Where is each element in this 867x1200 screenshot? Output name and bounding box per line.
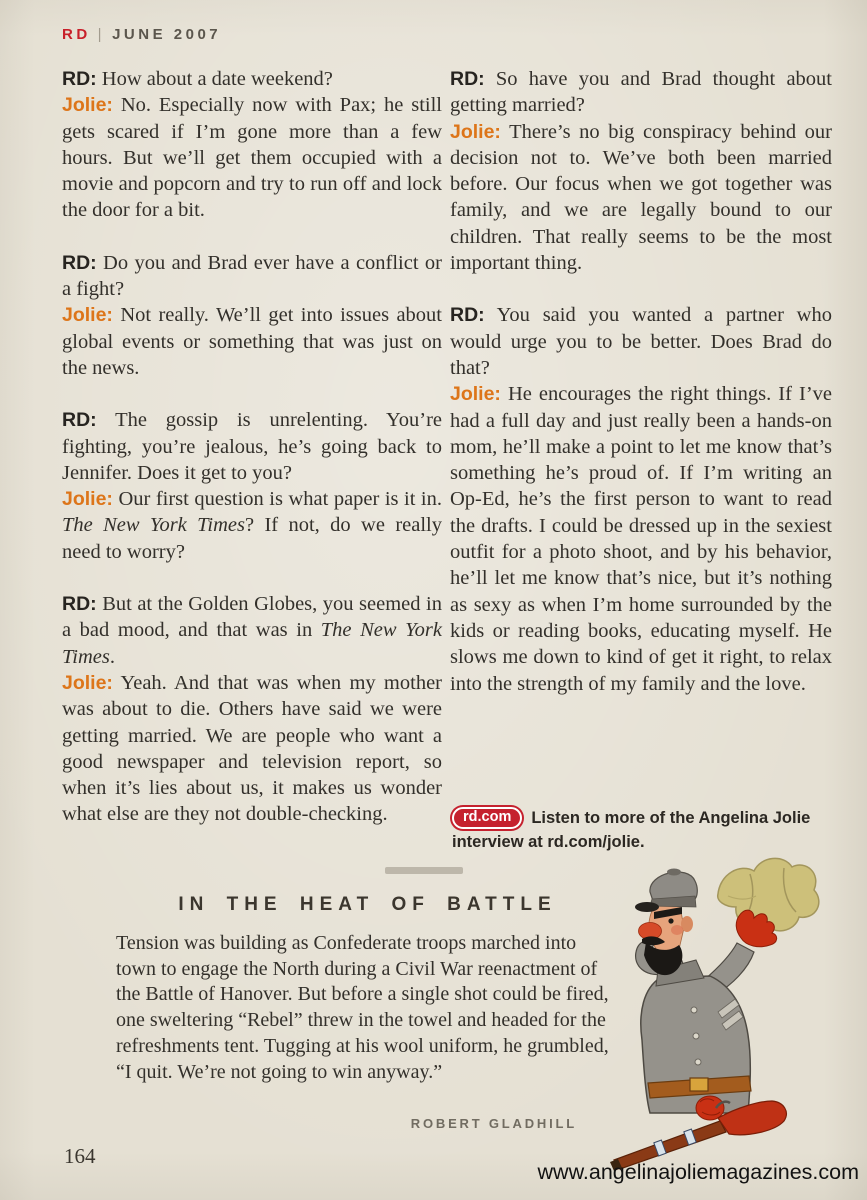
interview-left-column bbox=[62, 66, 442, 854]
answer-text: ? If not, do we really need to worry? bbox=[62, 514, 442, 563]
question bbox=[450, 302, 832, 381]
question bbox=[62, 407, 442, 486]
answer bbox=[62, 92, 442, 223]
question-italic: The New York Times bbox=[62, 619, 442, 668]
qa-block bbox=[450, 302, 832, 696]
question bbox=[450, 66, 832, 119]
question-label: RD: bbox=[62, 593, 97, 616]
question-text: . bbox=[109, 645, 115, 668]
answer bbox=[450, 119, 832, 277]
answer-label: Jolie: bbox=[450, 120, 501, 143]
qa-block bbox=[450, 66, 832, 276]
confederate-soldier-illustration bbox=[598, 850, 862, 1172]
question-text: The gossip is unrelenting. You’re fighting, you’re jealous, he’s going back to Jennifer. Does it get to you? bbox=[62, 409, 442, 484]
answer-text: There’s no big conspiracy behind our decision not to. We’ve both been married before. Our focus when we got together was family, and we are legally bound to our children. That really seems to be the most important thing. bbox=[450, 120, 832, 275]
answer-label: Jolie: bbox=[62, 488, 113, 511]
question bbox=[62, 591, 442, 670]
answer-label: Jolie: bbox=[62, 94, 113, 117]
qa-block bbox=[62, 407, 442, 565]
answer-text: He encourages the right things. If I’ve had a full day and just really been a hands-on mom, he’ll make a point to let me know that’s something he’s proud of. If I’m writing an Op-Ed, he’s the first person to want to read the drafts. I could be dressed up in the sexiest outfit for a photo shoot, and by his behavior, he’ll let me know that’s nice, but it’s nothing as sexy as when I’m home surrounded by the kids or reading books, educating myself. He slows me down to kind of get it right, to relax into the strength of my family and the love. bbox=[450, 383, 832, 695]
towel-graphic bbox=[718, 858, 819, 930]
answer bbox=[450, 381, 832, 697]
question-label: RD: bbox=[450, 68, 485, 90]
battle-body-text: Tension was building as Confederate troops marched into town to engage the North during a Civil War reenactment of the Battle of Hanover. But before a single shot could be fired, one sweltering “Rebel” threw in the towel and headed for the refreshments tent. Tugging at his wool uniform, he grumbled, “I quit. We’re not going to win anyway.” bbox=[116, 932, 609, 1083]
issue-date: JUNE 2007 bbox=[112, 26, 222, 43]
qa-block bbox=[62, 250, 442, 381]
qa-block bbox=[62, 66, 442, 224]
question bbox=[62, 66, 442, 92]
page-number: 164 bbox=[64, 1144, 96, 1168]
interview-right-column bbox=[450, 66, 832, 723]
answer-label: Jolie: bbox=[62, 671, 113, 694]
qa-block bbox=[62, 591, 442, 828]
rdcom-callout bbox=[452, 807, 834, 854]
header-separator: | bbox=[97, 26, 106, 43]
question-text: So have you and Brad thought about getting married? bbox=[450, 68, 832, 117]
answer bbox=[62, 486, 442, 565]
battle-section-title: IN THE HEAT OF BATTLE bbox=[178, 894, 557, 915]
page-header bbox=[62, 26, 221, 43]
question-text: Do you and Brad ever have a conflict or a fight? bbox=[62, 251, 442, 301]
question-label: RD: bbox=[62, 68, 97, 90]
question-label: RD: bbox=[62, 409, 97, 432]
question-text: But at the Golden Globes, you seemed in a bad mood, and that was in bbox=[62, 593, 442, 642]
watermark-url: www.angelinajoliemagazines.com bbox=[537, 1160, 859, 1184]
answer-italic: The New York Times bbox=[62, 514, 245, 537]
question bbox=[62, 250, 442, 303]
answer-text: Our first question is what paper is it in. bbox=[112, 488, 442, 511]
answer-label: Jolie: bbox=[450, 383, 501, 406]
rdcom-badge: rd.com bbox=[452, 807, 522, 829]
battle-author: ROBERT GLADHILL bbox=[410, 1116, 577, 1131]
answer bbox=[62, 670, 442, 828]
answer-label: Jolie: bbox=[62, 304, 113, 327]
question-label: RD: bbox=[62, 251, 97, 274]
callout-text: Listen to more of the Angelina Jolie interview at rd.com/jolie. bbox=[452, 809, 811, 851]
answer-text: No. Especially now with Pax; he still gets scared if I’m gone more than a few hours. But we’ll get them occupied with a movie and popcorn and try to run off and lock the door for a bit. bbox=[62, 94, 442, 222]
question-text: How about a date weekend? bbox=[96, 68, 333, 90]
answer-text: Not really. We’ll get into issues about global events or something that was just on the news. bbox=[62, 304, 442, 379]
question-label: RD: bbox=[450, 304, 485, 327]
answer-text: Yeah. And that was when my mother was about to die. Others have said we were getting married. We are people who want a good newspaper and television report, so when it’s lies about us, it makes us wonder what else are they not double-checking. bbox=[62, 671, 442, 826]
answer bbox=[62, 302, 442, 381]
question-text: You said you wanted a partner who would urge you to be better. Does Brad do that? bbox=[450, 304, 832, 379]
divider-smudge bbox=[385, 867, 463, 874]
rd-logo: RD bbox=[62, 26, 91, 43]
